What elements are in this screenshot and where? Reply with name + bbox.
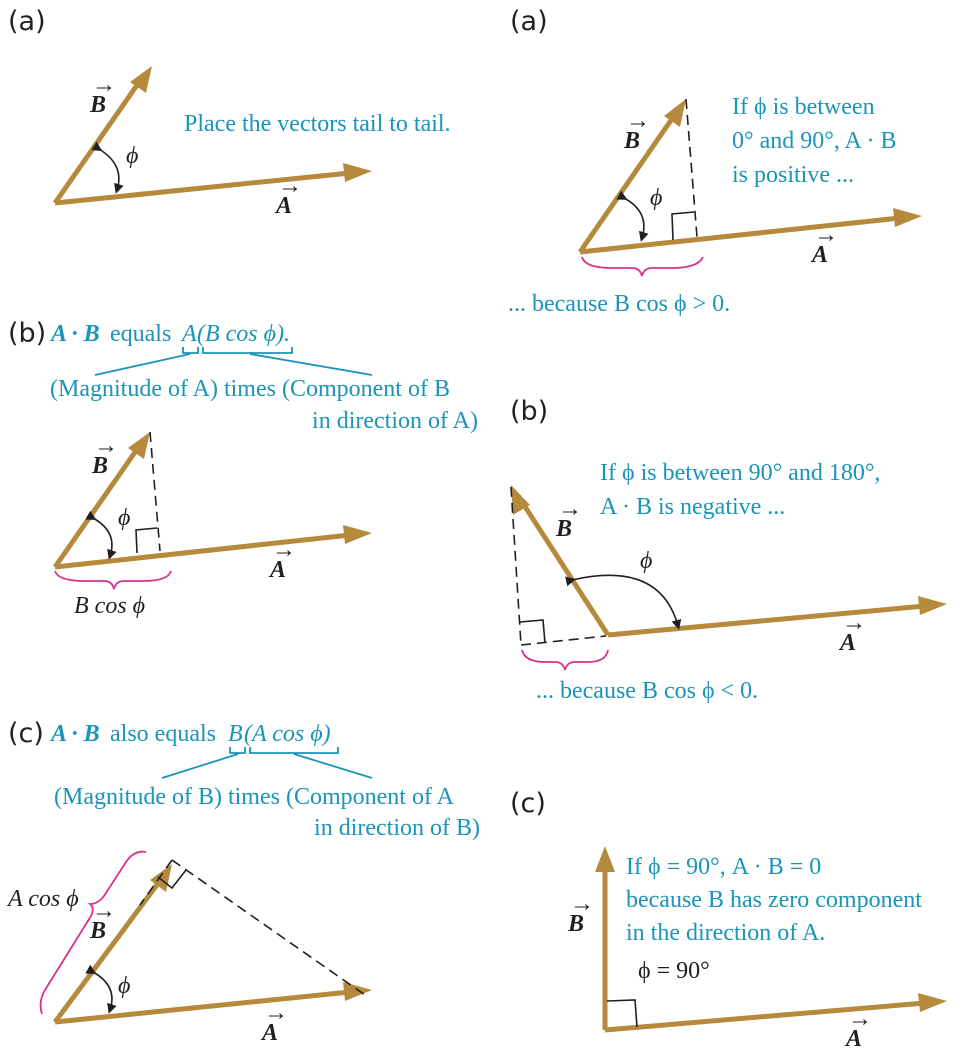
projection-dashed-line bbox=[172, 860, 365, 995]
bracket-acos bbox=[250, 747, 338, 753]
label-b-arrow: → bbox=[626, 108, 650, 134]
panel-label-left-c: (c) bbox=[8, 718, 44, 749]
right-panel-c bbox=[510, 788, 947, 1052]
vector-a bbox=[608, 606, 925, 635]
right-angle-marker bbox=[136, 528, 157, 553]
vector-a bbox=[55, 535, 350, 567]
label-b-arrow: → bbox=[92, 72, 116, 98]
vector-a-arrowhead bbox=[343, 525, 372, 544]
angle-arc bbox=[99, 149, 119, 190]
equation-equals: equals bbox=[110, 321, 172, 347]
caption-line-3: in the direction of A. bbox=[626, 920, 826, 946]
leader-line-acos bbox=[294, 754, 372, 778]
angle-arc bbox=[93, 518, 112, 556]
caption-line-1: If ϕ = 90°, A · B = 0 bbox=[626, 854, 822, 880]
caption-left-a: Place the vectors tail to tail. bbox=[184, 111, 451, 137]
left-panel-a bbox=[8, 6, 451, 219]
label-a-arrow: → bbox=[264, 1000, 288, 1026]
right-panel-a bbox=[508, 6, 922, 317]
label-a: A bbox=[270, 557, 287, 583]
bracket-bcos bbox=[203, 347, 292, 353]
vector-a-arrowhead bbox=[918, 596, 947, 615]
left-panel-c bbox=[6, 718, 480, 1046]
label-a: A bbox=[846, 1026, 863, 1052]
label-b: B bbox=[92, 453, 109, 479]
label-b: B bbox=[624, 128, 641, 154]
right-angle-marker bbox=[520, 620, 545, 643]
vector-a bbox=[605, 1003, 925, 1030]
caption-line-2: because B has zero component bbox=[626, 887, 922, 913]
equation-magnitude-a: A bbox=[182, 321, 197, 347]
label-b: B bbox=[568, 911, 585, 937]
label-b: B bbox=[90, 92, 107, 118]
leader-line-bcos bbox=[250, 354, 372, 375]
brace-b-cos-phi bbox=[55, 571, 171, 589]
angle-label: ϕ bbox=[650, 185, 663, 211]
angle-arc bbox=[93, 972, 112, 1010]
label-a: A bbox=[812, 242, 829, 268]
projection-dashed-line bbox=[150, 432, 160, 551]
explanation-line-3: in direction of B) bbox=[314, 815, 480, 841]
angle-label: ϕ bbox=[118, 505, 131, 531]
leader-line-a bbox=[95, 354, 190, 375]
equation-magnitude-b: B bbox=[228, 721, 243, 747]
panel-label-right-b: (b) bbox=[510, 396, 549, 427]
vector-a-arrowhead bbox=[343, 163, 372, 182]
vector-a-arrowhead bbox=[893, 208, 922, 227]
label-b: B bbox=[556, 516, 573, 542]
right-panel-b bbox=[510, 396, 947, 704]
caption-bottom: ... because B cos ϕ > 0. bbox=[508, 291, 731, 317]
right-angle-marker bbox=[607, 1000, 637, 1027]
leader-line-b bbox=[162, 754, 238, 778]
label-a: A bbox=[262, 1020, 279, 1046]
bracket-a bbox=[183, 347, 198, 353]
explanation-line-2: (Magnitude of A) times (Component of B bbox=[50, 376, 450, 402]
equation-also-equals: also equals bbox=[110, 721, 216, 747]
vector-a bbox=[55, 173, 350, 203]
brace-b-cos-phi bbox=[522, 650, 608, 670]
vector-a-arrowhead bbox=[343, 982, 372, 1001]
equation-a-cos-phi: (A cos ϕ) bbox=[244, 721, 331, 747]
bracket-b bbox=[230, 747, 245, 753]
caption-line-3: is positive ... bbox=[732, 162, 855, 188]
vector-a bbox=[55, 992, 350, 1022]
caption-line-2: 0° and 90°, A · B bbox=[732, 128, 897, 154]
right-angle-marker bbox=[672, 212, 694, 240]
equation-b-cos-phi: (B cos ϕ). bbox=[197, 321, 291, 347]
vector-a-arrowhead bbox=[918, 993, 947, 1012]
left-panel-b bbox=[8, 318, 478, 619]
label-b-arrow: → bbox=[92, 898, 116, 924]
label-a-arrow: → bbox=[272, 537, 296, 563]
caption-line-2: A · B is negative ... bbox=[600, 494, 786, 520]
explanation-line-2: (Magnitude of B) times (Component of A bbox=[54, 784, 454, 810]
caption-bottom: ... because B cos ϕ < 0. bbox=[536, 678, 759, 704]
label-a: A bbox=[840, 630, 857, 656]
vector-a bbox=[580, 218, 900, 252]
label-b-arrow: → bbox=[570, 891, 594, 917]
label-a-arrow: → bbox=[842, 610, 866, 636]
label-a-arrow: → bbox=[848, 1006, 872, 1032]
label-b-arrow: → bbox=[558, 496, 582, 522]
projection-dashed-line bbox=[686, 99, 697, 237]
extension-dashed-line bbox=[521, 636, 606, 645]
brace-label-b-cos-phi: B cos ϕ bbox=[74, 593, 146, 619]
panel-label-right-a: (a) bbox=[510, 6, 548, 37]
explanation-line-3: in direction of A) bbox=[312, 408, 478, 434]
panel-label-left-a: (a) bbox=[8, 6, 46, 37]
angle-label: ϕ = 90° bbox=[638, 958, 710, 984]
angle-label: ϕ bbox=[126, 143, 139, 169]
equation-a-dot-b: A · B bbox=[51, 321, 100, 347]
label-a-arrow: → bbox=[814, 222, 838, 248]
brace-b-cos-phi bbox=[582, 257, 703, 276]
caption-line-1: If ϕ is between bbox=[732, 94, 875, 120]
caption-line-1: If ϕ is between 90° and 180°, bbox=[600, 460, 881, 486]
vector-b-arrowhead bbox=[595, 846, 615, 872]
label-b: B bbox=[90, 918, 107, 944]
label-a-arrow: → bbox=[278, 173, 302, 199]
equation-a-dot-b: A · B bbox=[51, 721, 100, 747]
angle-label: ϕ bbox=[640, 548, 653, 574]
panel-label-right-c: (c) bbox=[510, 788, 546, 819]
angle-arc bbox=[624, 198, 644, 238]
angle-label: ϕ bbox=[118, 973, 131, 999]
brace-label-a-cos-phi: A cos ϕ bbox=[8, 886, 79, 912]
panel-label-left-b: (b) bbox=[8, 318, 47, 349]
label-b-arrow: → bbox=[94, 433, 118, 459]
label-a: A bbox=[276, 193, 293, 219]
